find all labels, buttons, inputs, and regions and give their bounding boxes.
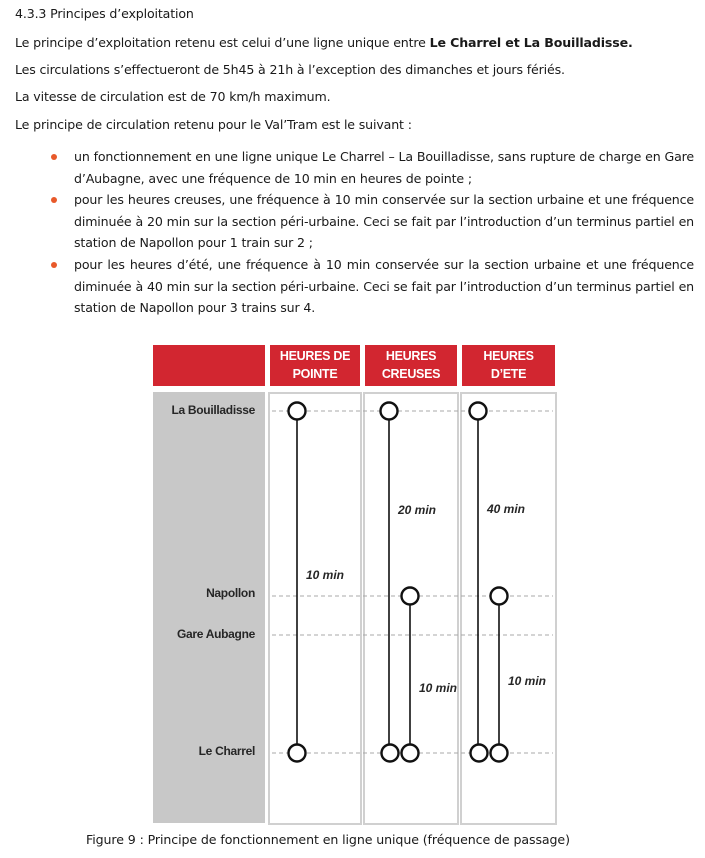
freq-label-creuses-urbaine: 10 min bbox=[419, 681, 458, 695]
section-heading: 4.3.3 Principes d’exploitation bbox=[15, 6, 194, 21]
header-line: D’ETE bbox=[490, 367, 527, 381]
station-circle-icon bbox=[402, 588, 419, 605]
station-circles bbox=[289, 403, 508, 762]
station-la-bouilladisse: La Bouilladisse bbox=[171, 403, 255, 417]
station-circle-icon bbox=[382, 745, 399, 762]
station-guidelines bbox=[272, 411, 553, 753]
station-circle-icon bbox=[471, 745, 488, 762]
bullet-item: un fonctionnement en une ligne unique Le Charrel – La Bouilladisse, sans rupture de charge en Gare d’Aubagne, avec une fréquence de 10 min en heures de pointe ; bbox=[74, 149, 694, 186]
station-circle-icon bbox=[402, 745, 419, 762]
station-circle-icon bbox=[470, 403, 487, 420]
station-circle-icon bbox=[491, 588, 508, 605]
station-circle-icon bbox=[381, 403, 398, 420]
station-circle-icon bbox=[491, 745, 508, 762]
header-line: HEURES bbox=[483, 349, 534, 363]
paragraph-intro: Le principe de circulation retenu pour le Val’Tram est le suivant : bbox=[15, 117, 412, 132]
header-line: HEURES bbox=[385, 349, 437, 363]
station-napollon: Napollon bbox=[206, 586, 255, 600]
bullet-item: pour les heures d’été, une fréquence à 10 min conservée sur la section urbaine et une fréquence diminuée à 40 min sur la section péri-urbaine. Ceci se fait par l’introduction d’un terminus partiel en station de Napollon pour 3 trains sur 4. bbox=[74, 257, 694, 315]
header-line: CREUSES bbox=[381, 367, 441, 381]
station-circle-icon bbox=[289, 403, 306, 420]
station-circle-icon bbox=[289, 745, 306, 762]
station-le-charrel: Le Charrel bbox=[198, 744, 255, 758]
header-line: POINTE bbox=[292, 367, 338, 381]
freq-label-ete-peri: 40 min bbox=[487, 502, 526, 516]
paragraph-hours: Les circulations s’effectueront de 5h45 à 21h à l’exception des dimanches et jours fériés. bbox=[15, 62, 565, 77]
freq-label-ete-urbaine: 10 min bbox=[508, 674, 547, 688]
freq-label-pointe: 10 min bbox=[306, 568, 345, 582]
paragraph-bold-text: Le Charrel et La Bouilladisse. bbox=[429, 35, 633, 50]
paragraph-speed: La vitesse de circulation est de 70 km/h maximum. bbox=[15, 89, 331, 104]
header-line: HEURES DE bbox=[279, 349, 351, 363]
bullet-item: pour les heures creuses, une fréquence à 10 min conservée sur la section urbaine et une fréquence diminuée à 20 min sur la section péri-urbaine. Ceci se fait par l’introduction d’un terminus partiel en station de Napollon pour 1 train sur 2 ; bbox=[74, 192, 694, 250]
paragraph-text: Le principe d’exploitation retenu est celui d’une ligne unique entre bbox=[15, 35, 430, 50]
freq-label-creuses-peri: 20 min bbox=[398, 503, 437, 517]
station-gare-aubagne: Gare Aubagne bbox=[177, 627, 255, 641]
figure-caption: Figure 9 : Principe de fonctionnement en ligne unique (fréquence de passage) bbox=[86, 832, 570, 847]
